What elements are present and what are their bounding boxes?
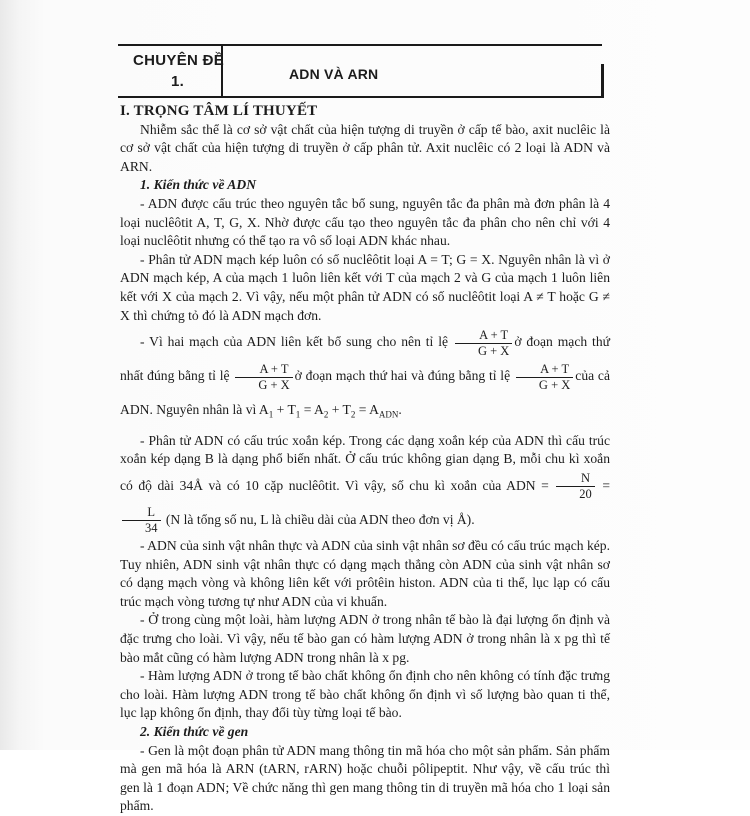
paragraph-adn-4 xyxy=(120,432,610,537)
p3-part-d: của cả ADN. Nguyên nhân là vì A xyxy=(120,368,610,418)
subheading-gen: 2. Kiến thức về gen xyxy=(140,723,249,739)
fraction-denominator: 34 xyxy=(145,521,158,536)
sub-1b: 1 xyxy=(295,409,301,420)
fraction-l-34 xyxy=(122,505,161,536)
chapter-title: ADN VÀ ARN xyxy=(289,66,379,82)
sub-1: 1 xyxy=(268,409,274,420)
chapter-header xyxy=(118,44,602,98)
paragraph-adn-1: - ADN được cấu trúc theo nguyên tắc bổ sung, nguyên tắc đa phân mà đơn phân là 4 loại nuclêôtit A, T, G, X. Nhờ được cấu tạo theo nguyên tắc đa phân cho nên chỉ với 4 loại nuclêôtit nhưng có thể tạo ra vô số loại ADN khác nhau. xyxy=(120,195,610,249)
p3-part-a: - Vì hai mạch của ADN liên kết bổ sung cho nên tỉ lệ xyxy=(140,334,449,350)
fraction-numerator: A + T xyxy=(235,362,292,378)
fraction-at-gx-3 xyxy=(516,362,573,393)
paragraph-adn-6: - Ở trong cùng một loài, hàm lượng ADN ở trong nhân tế bào là đại lượng ổn định và đặc trưng cho loài. Vì vậy, nếu tế bào gan có hàm lượng ADN ở trong nhân là x pg thì tế bào mắt cũng có hàm lượng ADN trong nhân là x pg. xyxy=(120,612,610,665)
fraction-numerator: N xyxy=(556,471,595,487)
fraction-denominator: G + X xyxy=(477,343,510,358)
chapter-label-text: CHUYÊN ĐỀ xyxy=(133,52,225,69)
fraction-numerator: L xyxy=(122,505,161,521)
fraction-at-gx-2 xyxy=(235,362,292,393)
paragraph-adn-5: - ADN của sinh vật nhân thực và ADN của sinh vật nhân sơ đều có cấu trúc mạch kép. Tuy nhiên, ADN sinh vật nhân thực có dạng mạch thẳng còn ADN của sinh vật nhân sơ có dạng mạch vòng và không liên kết với prôtêin histon. ADN của ti thể, lục lạp có cấu trúc mạch vòng tương tự như ADN của vi khuẩn. xyxy=(120,538,610,609)
fraction-denominator: G + X xyxy=(258,377,290,392)
p3-part-f: = A xyxy=(300,402,324,418)
p3-part-e: + T xyxy=(273,402,296,418)
p3-part-h: = A xyxy=(355,402,379,418)
p3-end: . xyxy=(398,402,402,418)
sub-2b: 2 xyxy=(350,409,356,420)
intro-paragraph: Nhiễm sắc thể là cơ sở vật chất của hiện tượng di truyền ở cấp tế bào, axit nuclêic là cơ sở vật chất của hiện tượng di truyền ở cấp phân tử. Axit nuclêic có 2 loại là ADN và ARN. xyxy=(120,121,610,174)
fraction-denominator: 20 xyxy=(579,487,592,502)
formula-note: (N là tổng số nu, L là chiều dài của ADN theo đơn vị Å). xyxy=(165,512,475,528)
p3-part-g: + T xyxy=(328,402,351,418)
sub-adn: ADN xyxy=(378,409,399,420)
subheading-adn: 1. Kiến thức về ADN xyxy=(140,177,257,193)
paragraph-adn-7: - Hàm lượng ADN ở trong tế bào chất không ổn định cho nên không có tính đặc trưng cho loài. Hàm lượng ADN trong tế bào chất không ổn định vì số lượng bào quan ti thể, lục lạp không ổn định, thay đổi tùy từng loại tế bào. xyxy=(120,668,610,721)
sub-2: 2 xyxy=(323,409,329,420)
header-right-bar xyxy=(601,64,604,98)
fraction-numerator: A + T xyxy=(455,328,512,344)
paragraph-adn-2: - Phân tử ADN mạch kép luôn có số nuclêôtit loại A = T; G = X. Nguyên nhân là vì ở ADN mạch kép, A của mạch 1 luôn liên kết với T của mạch 2 và G của mạch 1 luôn liên kết với X của mạch 2. Vì vậy, nếu một phân tử ADN có số nuclêôtit loại A ≠ T hoặc G ≠ X thì chứng tỏ đó là ADN mạch đơn. xyxy=(120,251,610,323)
fraction-at-gx-1 xyxy=(455,328,512,359)
paragraph-gen-1: - Gen là một đoạn phân tử ADN mang thông tin mã hóa cho một sản phẩm. Sản phẩm mà gen mã hóa là ARN (tARN, rARN) hoặc chuỗi pôlipeptit. Như vậy, về cấu trúc thì gen là 1 đoạn ADN; Về chức năng thì gen mang thông tin di truyền mã hóa cho 1 loại sản phẩm. xyxy=(120,742,610,814)
section-heading: I. TRỌNG TÂM LÍ THUYẾT xyxy=(120,103,318,119)
fraction-denominator: G + X xyxy=(538,377,571,392)
fraction-numerator: A + T xyxy=(516,362,573,378)
formula-equals: = xyxy=(602,478,610,494)
chapter-label xyxy=(133,52,224,90)
formula-lhs: ADN = xyxy=(506,478,549,494)
p4-text: - Phân tử ADN có cấu trúc xoắn kép. Trong các dạng xoắn kép của ADN thì cấu trúc xoắn kép dạng B là dạng phổ biến nhất. Ở cấu trúc không gian dạng B, mỗi chu kì xoắn có độ dài 34Å và có 10 cặp nuclêôtit. Vì vậy, số chu kì xoắn của xyxy=(120,432,610,494)
chapter-number: 1. xyxy=(171,73,185,90)
body-text xyxy=(120,102,610,816)
paragraph-adn-3 xyxy=(120,325,610,432)
p3-part-b: ở đoạn mạch thứ nhất đúng bằng tỉ lệ xyxy=(120,334,610,384)
p3-part-c: ở đoạn mạch thứ hai và đúng bằng tỉ lệ xyxy=(294,368,511,384)
fraction-n-20 xyxy=(556,471,595,502)
